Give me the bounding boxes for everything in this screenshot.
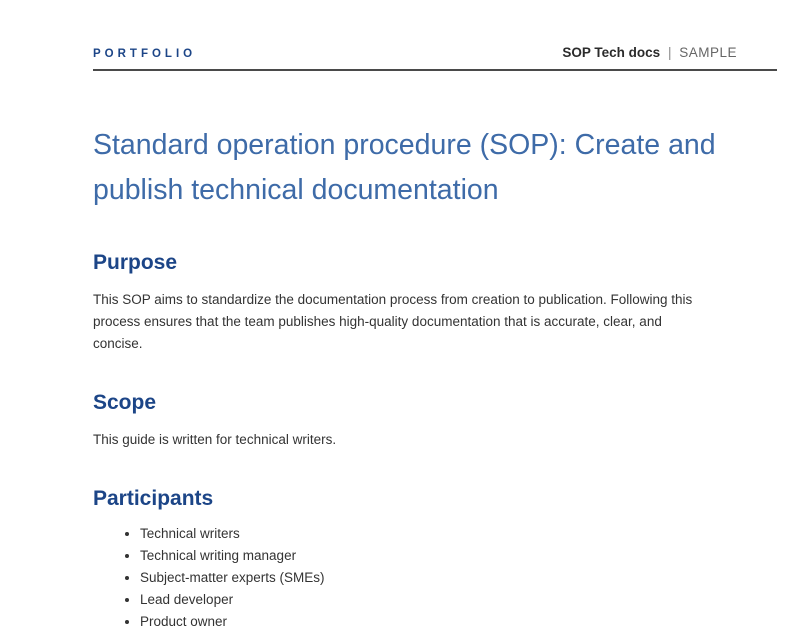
doc-name-label: SOP Tech docs	[562, 45, 661, 60]
list-item: • Subject-matter experts (SMEs)	[140, 567, 777, 589]
scope-heading: Scope	[93, 391, 157, 414]
page-header	[93, 0, 777, 60]
scope-paragraph: This guide is written for technical writers.	[93, 432, 337, 447]
section-participants	[93, 487, 777, 633]
header-doc-info	[562, 45, 737, 60]
list-item: • Lead developer	[140, 589, 777, 611]
header-separator: |	[667, 45, 672, 60]
section-scope	[93, 391, 777, 451]
purpose-heading: Purpose	[93, 251, 178, 274]
header-divider	[93, 69, 777, 71]
sample-badge: SAMPLE	[679, 45, 737, 60]
document-title: Standard operation procedure (SOP): Create and publish technical documentation	[93, 129, 716, 206]
list-item: • Technical writing manager	[140, 545, 777, 567]
list-item: • Technical writers	[140, 523, 777, 545]
participants-list	[93, 523, 777, 633]
list-item: • Product owner	[140, 611, 777, 633]
portfolio-brand-label: PORTFOLIO	[93, 48, 197, 60]
purpose-paragraph: This SOP aims to standardize the documentation process from creation to publication. Following this process ensures that the team publishes high-quality documentation that is accurate, clear, and concise.	[93, 292, 693, 351]
participants-heading: Participants	[93, 487, 214, 510]
section-purpose	[93, 251, 777, 355]
